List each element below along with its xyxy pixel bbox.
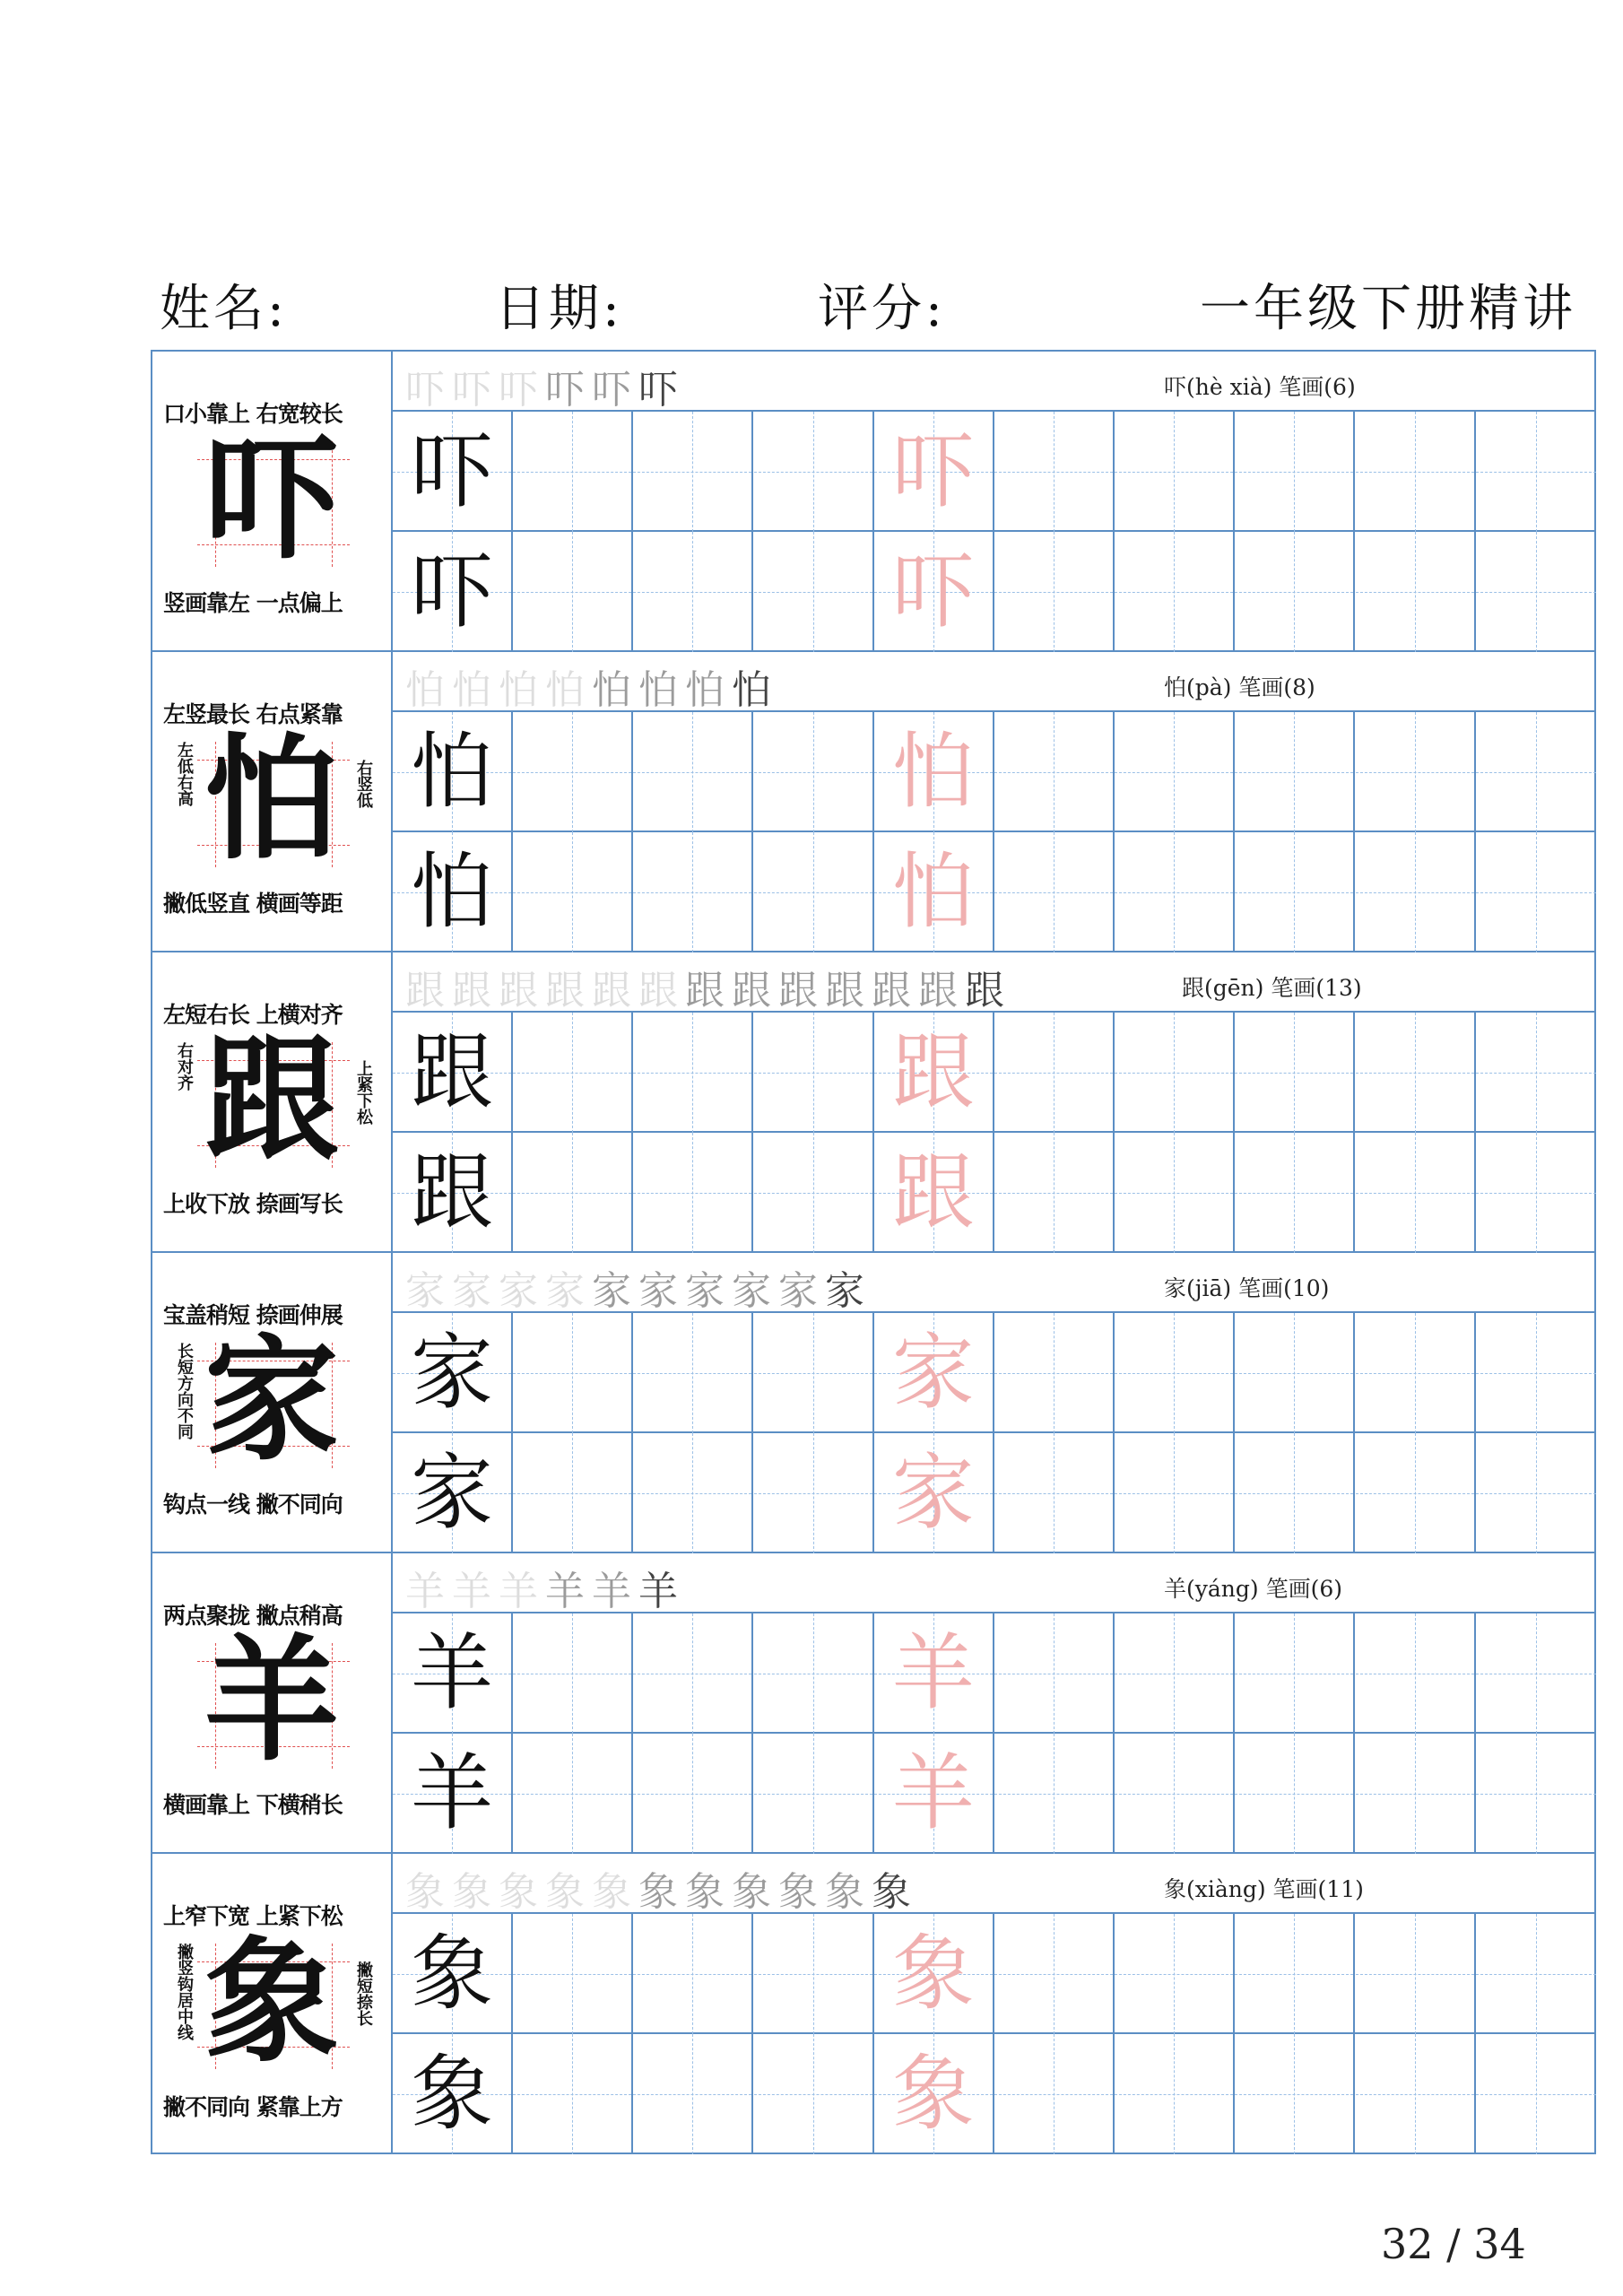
stroke-step: 怕 [638, 667, 685, 713]
trace-character: 家 [891, 1325, 975, 1421]
trace-character: 羊 [891, 1625, 975, 1721]
stroke-step: 跟 [545, 968, 592, 1013]
practice-cell[interactable] [1235, 712, 1355, 832]
character-guide-panel [152, 1553, 393, 1852]
practice-cell[interactable] [1476, 2034, 1596, 2154]
example-character: 象 [410, 1926, 493, 2022]
practice-row [393, 1734, 1594, 1854]
practice-cell[interactable] [393, 2034, 513, 2154]
writing-tip-bottom: 竖画靠左 一点偏上 [163, 590, 343, 616]
stroke-step: 羊 [405, 1569, 452, 1614]
practice-sheet [151, 350, 1596, 2154]
practice-cell[interactable] [633, 1914, 753, 2034]
practice-cell[interactable] [994, 1013, 1115, 1133]
practice-grid [393, 1253, 1594, 1552]
practice-cell[interactable] [1356, 412, 1476, 532]
practice-row [393, 1313, 1594, 1433]
stroke-step: 跟 [452, 968, 499, 1013]
practice-row [393, 712, 1594, 832]
stroke-step: 象 [825, 1869, 872, 1915]
trace-character: 吓 [891, 423, 975, 519]
practice-cell[interactable] [874, 1013, 994, 1133]
trace-character: 吓 [891, 544, 975, 639]
stroke-step: 家 [592, 1268, 638, 1314]
practice-cell[interactable] [994, 412, 1115, 532]
stroke-step: 象 [592, 1869, 638, 1915]
practice-cell[interactable] [1356, 532, 1476, 652]
practice-cell[interactable] [1235, 1013, 1355, 1133]
practice-cell[interactable] [513, 532, 633, 652]
stroke-step: 象 [638, 1869, 685, 1915]
practice-cell[interactable] [513, 2034, 633, 2154]
practice-cell[interactable] [754, 1133, 874, 1253]
practice-cell[interactable] [874, 1313, 994, 1433]
trace-character: 象 [891, 2046, 975, 2142]
stroke-step: 家 [732, 1268, 778, 1314]
stroke-step: 跟 [732, 968, 778, 1013]
writing-tip-top: 宝盖稍短 捺画伸展 [163, 1302, 343, 1328]
stroke-step: 跟 [965, 968, 1011, 1013]
character-info: 羊(yáng) 笔画(6) [1164, 1576, 1342, 1602]
writing-tip-top: 左竖最长 右点紧靠 [163, 701, 343, 727]
date-label: 日期: [495, 280, 623, 338]
practice-cell[interactable] [513, 712, 633, 832]
practice-cell[interactable] [874, 1133, 994, 1253]
practice-cell[interactable] [1356, 1914, 1476, 2034]
model-character: 象 [204, 1922, 340, 2081]
practice-cell[interactable] [874, 412, 994, 532]
practice-cell[interactable] [874, 1914, 994, 2034]
practice-cell[interactable] [633, 1013, 753, 1133]
practice-cell[interactable] [1476, 712, 1596, 832]
practice-cell[interactable] [754, 832, 874, 952]
practice-cell[interactable] [513, 1133, 633, 1253]
practice-cell[interactable] [754, 1613, 874, 1734]
practice-cell[interactable] [754, 712, 874, 832]
stroke-step: 跟 [825, 968, 872, 1013]
book-title: 一年级下册精讲 [1200, 280, 1576, 338]
practice-cell[interactable] [874, 832, 994, 952]
practice-cell[interactable] [1356, 1013, 1476, 1133]
practice-cell[interactable] [754, 1914, 874, 2034]
practice-cell[interactable] [1235, 1313, 1355, 1433]
practice-row [393, 1133, 1594, 1253]
practice-cell[interactable] [1476, 1734, 1596, 1854]
stroke-step: 象 [732, 1869, 778, 1915]
practice-cell[interactable] [393, 1313, 513, 1433]
practice-row [393, 832, 1594, 952]
practice-cell[interactable] [1476, 832, 1596, 952]
practice-cell[interactable] [393, 1914, 513, 2034]
stroke-step: 跟 [918, 968, 965, 1013]
stroke-step: 象 [499, 1869, 545, 1915]
character-info: 跟(gēn) 笔画(13) [1182, 975, 1362, 1001]
model-character: 怕 [204, 719, 340, 878]
example-character: 象 [410, 2046, 493, 2142]
stroke-step: 象 [685, 1869, 732, 1915]
practice-cell[interactable] [1235, 1433, 1355, 1553]
stroke-sequence [405, 958, 1011, 1015]
character-guide-panel [152, 352, 393, 650]
stroke-step: 跟 [499, 968, 545, 1013]
practice-cell[interactable] [1356, 712, 1476, 832]
stroke-order-row [393, 352, 1594, 412]
practice-grid [393, 352, 1594, 650]
practice-cell[interactable] [994, 712, 1115, 832]
practice-cell[interactable] [1356, 832, 1476, 952]
character-info: 家(jiā) 笔画(10) [1164, 1275, 1330, 1301]
example-character: 跟 [410, 1144, 493, 1240]
stroke-step: 家 [452, 1268, 499, 1314]
character-block [152, 1854, 1594, 2154]
stroke-step: 羊 [638, 1569, 685, 1614]
practice-cell[interactable] [393, 1133, 513, 1253]
practice-cell[interactable] [1476, 1613, 1596, 1734]
model-character: 羊 [204, 1621, 340, 1779]
practice-cell[interactable] [1115, 712, 1235, 832]
stroke-sequence [405, 1258, 872, 1316]
example-character: 吓 [410, 423, 493, 519]
character-guide-panel [152, 652, 393, 951]
trace-character: 象 [891, 1926, 975, 2022]
stroke-step: 家 [825, 1268, 872, 1314]
practice-cell[interactable] [994, 1433, 1115, 1553]
practice-cell[interactable] [1115, 1613, 1235, 1734]
example-character: 羊 [410, 1745, 493, 1841]
trace-character: 怕 [891, 724, 975, 820]
stroke-step: 羊 [545, 1569, 592, 1614]
practice-cell[interactable] [513, 832, 633, 952]
stroke-order-row [393, 652, 1594, 712]
practice-cell[interactable] [994, 1914, 1115, 2034]
practice-cell[interactable] [1235, 1613, 1355, 1734]
practice-cell[interactable] [754, 1013, 874, 1133]
practice-cell[interactable] [513, 412, 633, 532]
writing-tip-bottom: 钩点一线 撇不同向 [163, 1492, 343, 1518]
practice-grid [393, 952, 1594, 1251]
stroke-step: 吓 [499, 367, 545, 413]
writing-tip-bottom: 横画靠上 下横稍长 [163, 1792, 343, 1818]
practice-cell[interactable] [633, 2034, 753, 2154]
practice-cell[interactable] [1115, 532, 1235, 652]
practice-row [393, 412, 1594, 532]
character-block [152, 1253, 1594, 1553]
practice-cell[interactable] [393, 1013, 513, 1133]
practice-cell[interactable] [994, 1133, 1115, 1253]
trace-character: 家 [891, 1445, 975, 1541]
practice-cell[interactable] [633, 1613, 753, 1734]
practice-cell[interactable] [393, 412, 513, 532]
stroke-step: 怕 [732, 667, 778, 713]
stroke-step: 羊 [592, 1569, 638, 1614]
practice-cell[interactable] [754, 1433, 874, 1553]
stroke-sequence [405, 1859, 918, 1917]
practice-cell[interactable] [1115, 1734, 1235, 1854]
practice-cell[interactable] [754, 412, 874, 532]
practice-cell[interactable] [1356, 1133, 1476, 1253]
trace-character: 跟 [891, 1144, 975, 1240]
character-info: 象(xiàng) 笔画(11) [1164, 1876, 1364, 1902]
stroke-step: 怕 [405, 667, 452, 713]
practice-cell[interactable] [393, 1734, 513, 1854]
stroke-step: 吓 [405, 367, 452, 413]
side-note-left: 左低右高 [175, 742, 194, 806]
stroke-step: 象 [872, 1869, 918, 1915]
stroke-step: 象 [452, 1869, 499, 1915]
practice-cell[interactable] [393, 712, 513, 832]
trace-character: 羊 [891, 1745, 975, 1841]
practice-cell[interactable] [1115, 1914, 1235, 2034]
stroke-step: 跟 [872, 968, 918, 1013]
character-block [152, 952, 1594, 1253]
model-character: 跟 [204, 1020, 340, 1178]
practice-cell[interactable] [1235, 412, 1355, 532]
practice-cell[interactable] [1115, 1133, 1235, 1253]
practice-cell[interactable] [393, 532, 513, 652]
name-label: 姓名: [160, 280, 288, 338]
example-character: 家 [410, 1445, 493, 1541]
stroke-step: 吓 [545, 367, 592, 413]
writing-tip-bottom: 撇不同向 紧靠上方 [163, 2094, 343, 2120]
writing-tip-top: 两点聚拢 撇点稍高 [163, 1603, 343, 1629]
practice-grid [393, 1854, 1594, 2154]
practice-cell[interactable] [513, 1914, 633, 2034]
practice-cell[interactable] [1356, 1433, 1476, 1553]
practice-cell[interactable] [513, 1313, 633, 1433]
practice-cell[interactable] [994, 1613, 1115, 1734]
stroke-step: 家 [685, 1268, 732, 1314]
practice-cell[interactable] [1115, 412, 1235, 532]
stroke-step: 羊 [499, 1569, 545, 1614]
practice-cell[interactable] [1356, 1313, 1476, 1433]
example-character: 吓 [410, 544, 493, 639]
stroke-step: 跟 [778, 968, 825, 1013]
stroke-step: 象 [545, 1869, 592, 1915]
stroke-step: 羊 [452, 1569, 499, 1614]
practice-cell[interactable] [393, 832, 513, 952]
stroke-step: 家 [405, 1268, 452, 1314]
side-note-right: 撇短捺长 [354, 1961, 373, 2026]
stroke-step: 怕 [452, 667, 499, 713]
practice-cell[interactable] [1235, 2034, 1355, 2154]
practice-cell[interactable] [513, 1734, 633, 1854]
stroke-order-row [393, 1854, 1594, 1914]
stroke-step: 家 [499, 1268, 545, 1314]
practice-cell[interactable] [1476, 1914, 1596, 2034]
writing-tip-top: 上窄下宽 上紧下松 [163, 1903, 343, 1929]
stroke-step: 家 [638, 1268, 685, 1314]
writing-tip-top: 口小靠上 右宽较长 [163, 401, 343, 427]
character-block [152, 652, 1594, 952]
side-note-left: 右对齐 [175, 1042, 194, 1091]
practice-grid [393, 652, 1594, 951]
practice-cell[interactable] [994, 2034, 1115, 2154]
practice-cell[interactable] [994, 1734, 1115, 1854]
side-note-right: 上紧下松 [354, 1060, 373, 1125]
practice-cell[interactable] [633, 712, 753, 832]
model-character: 吓 [204, 419, 340, 578]
practice-cell[interactable] [1235, 1914, 1355, 2034]
practice-cell[interactable] [874, 1613, 994, 1734]
stroke-step: 家 [545, 1268, 592, 1314]
writing-tip-bottom: 上收下放 捺画写长 [163, 1191, 343, 1217]
side-note-left: 撇竖钩居中线 [175, 1944, 194, 2040]
practice-cell[interactable] [513, 1613, 633, 1734]
practice-cell[interactable] [1356, 1734, 1476, 1854]
practice-cell[interactable] [633, 1433, 753, 1553]
practice-cell[interactable] [874, 1433, 994, 1553]
example-character: 跟 [410, 1024, 493, 1120]
stroke-step: 跟 [685, 968, 732, 1013]
stroke-sequence [405, 657, 778, 715]
stroke-step: 象 [778, 1869, 825, 1915]
practice-cell[interactable] [754, 2034, 874, 2154]
practice-cell[interactable] [1235, 832, 1355, 952]
character-block [152, 1553, 1594, 1854]
character-guide-panel [152, 1253, 393, 1552]
example-character: 家 [410, 1325, 493, 1421]
practice-cell[interactable] [1476, 1313, 1596, 1433]
model-character: 家 [204, 1320, 340, 1479]
stroke-sequence [405, 1559, 685, 1616]
stroke-step: 怕 [545, 667, 592, 713]
practice-cell[interactable] [1476, 1133, 1596, 1253]
practice-cell[interactable] [1356, 1613, 1476, 1734]
score-label: 评分: [818, 280, 946, 338]
writing-tip-bottom: 撇低竖直 横画等距 [163, 891, 343, 917]
practice-cell[interactable] [633, 532, 753, 652]
practice-row [393, 2034, 1594, 2154]
practice-cell[interactable] [874, 532, 994, 652]
stroke-order-row [393, 952, 1594, 1013]
character-info: 吓(hè xià) 笔画(6) [1164, 374, 1356, 400]
stroke-step: 吓 [592, 367, 638, 413]
practice-row [393, 1613, 1594, 1734]
practice-cell[interactable] [1476, 412, 1596, 532]
practice-row [393, 1013, 1594, 1133]
practice-cell[interactable] [633, 412, 753, 532]
practice-cell[interactable] [874, 2034, 994, 2154]
side-note-left: 长短方向不同 [175, 1343, 194, 1439]
practice-cell[interactable] [994, 532, 1115, 652]
practice-cell[interactable] [994, 832, 1115, 952]
stroke-step: 怕 [592, 667, 638, 713]
practice-cell[interactable] [1235, 532, 1355, 652]
practice-grid [393, 1553, 1594, 1852]
practice-cell[interactable] [633, 1313, 753, 1433]
practice-cell[interactable] [1235, 1133, 1355, 1253]
stroke-step: 吓 [452, 367, 499, 413]
practice-cell[interactable] [754, 1734, 874, 1854]
stroke-step: 家 [778, 1268, 825, 1314]
practice-cell[interactable] [1476, 532, 1596, 652]
practice-cell[interactable] [633, 1133, 753, 1253]
practice-cell[interactable] [393, 1613, 513, 1734]
stroke-sequence [405, 357, 685, 414]
practice-cell[interactable] [1115, 1313, 1235, 1433]
stroke-step: 象 [405, 1869, 452, 1915]
practice-cell[interactable] [874, 1734, 994, 1854]
stroke-step: 怕 [685, 667, 732, 713]
practice-cell[interactable] [1476, 1433, 1596, 1553]
writing-tip-top: 左短右长 上横对齐 [163, 1002, 343, 1028]
example-character: 怕 [410, 844, 493, 940]
trace-character: 怕 [891, 844, 975, 940]
practice-cell[interactable] [1115, 832, 1235, 952]
practice-row [393, 1914, 1594, 2034]
example-character: 怕 [410, 724, 493, 820]
stroke-order-row [393, 1253, 1594, 1313]
character-guide-panel [152, 952, 393, 1251]
page-number: 32 / 34 [1381, 2220, 1526, 2268]
practice-cell[interactable] [513, 1433, 633, 1553]
practice-cell[interactable] [1356, 2034, 1476, 2154]
stroke-step: 跟 [638, 968, 685, 1013]
example-character: 羊 [410, 1625, 493, 1721]
practice-cell[interactable] [1235, 1734, 1355, 1854]
practice-cell[interactable] [754, 532, 874, 652]
practice-cell[interactable] [633, 832, 753, 952]
practice-cell[interactable] [513, 1013, 633, 1133]
trace-character: 跟 [891, 1024, 975, 1120]
character-info: 怕(pà) 笔画(8) [1164, 674, 1315, 700]
practice-row [393, 1433, 1594, 1553]
character-guide-panel [152, 1854, 393, 2154]
character-block [152, 352, 1594, 652]
practice-cell[interactable] [1115, 1013, 1235, 1133]
stroke-step: 跟 [592, 968, 638, 1013]
practice-row [393, 532, 1594, 652]
practice-cell[interactable] [994, 1313, 1115, 1433]
practice-cell[interactable] [1115, 1433, 1235, 1553]
practice-cell[interactable] [874, 712, 994, 832]
stroke-step: 怕 [499, 667, 545, 713]
practice-cell[interactable] [393, 1433, 513, 1553]
side-note-right: 右竖低 [354, 760, 373, 808]
worksheet-header [0, 269, 1623, 350]
practice-cell[interactable] [633, 1734, 753, 1854]
practice-cell[interactable] [754, 1313, 874, 1433]
practice-cell[interactable] [1476, 1013, 1596, 1133]
stroke-step: 吓 [638, 367, 685, 413]
practice-cell[interactable] [1115, 2034, 1235, 2154]
stroke-order-row [393, 1553, 1594, 1613]
stroke-step: 跟 [405, 968, 452, 1013]
